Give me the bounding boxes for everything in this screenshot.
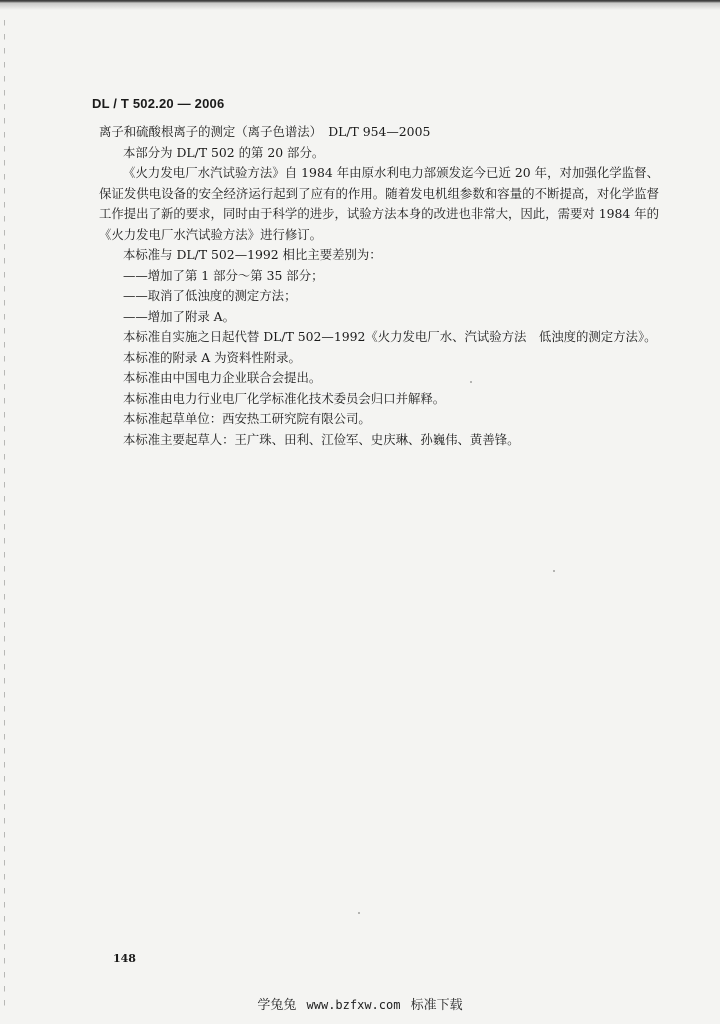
watermark-footer (0, 994, 720, 1013)
body-line-7: 本标准自实施之日起代替 DL/T 502—1992《火力发电厂水、汽试验方法 低浊度的测定方法》。 (123, 329, 657, 344)
body-line-6: ——增加了附录 A。 (123, 308, 236, 324)
body-line-0: 离子和硫酸根离子的测定（离子色谱法） DL/T 954—2005 (99, 124, 431, 139)
body-line-10: 本标准由电力行业电厂化学标准化技术委员会归口并解释。 (123, 390, 446, 406)
body-line-3: 本标准与 DL/T 502—1992 相比主要差别为： (123, 247, 382, 262)
body-line-8: 本标准的附录 A 为资料性附录。 (123, 349, 301, 365)
scan-speck (553, 570, 555, 572)
body-line-4: ——增加了第 1 部分～第 35 部分； (123, 267, 324, 283)
scan-speck (470, 381, 472, 383)
footer-site-name: 学兔兔 (257, 998, 297, 1013)
footer-tagline: 标准下载 (410, 998, 463, 1013)
body-line-12: 本标准主要起草人：王广珠、田利、江俭军、史庆琳、孙巍伟、黄善锋。 (123, 431, 520, 447)
body-line-2: 《火力发电厂水汽试验方法》自 1984 年由原水利电力部颁发迄今已近 20 年，对加强化学监督、保证发供电设备的安全经济运行起到了应有的作用。随着发电机组参数和容量的不断提高，对化学监督工作提出了新的要求，同时由于科学的进步，试验方法本身的改进也非常大，因此，需要对 1984 年的《火力发电厂水汽试验方法》进行修订。 (99, 165, 659, 242)
page-number: 148 (113, 952, 136, 965)
document-code: DL / T 502.20 — 2006 (92, 96, 225, 111)
body-line-9: 本标准由中国电力企业联合会提出。 (123, 370, 322, 385)
scan-edge-line (0, 0, 720, 6)
scan-binding-marks (4, 20, 5, 1010)
scan-speck (358, 912, 360, 914)
footer-url[interactable]: www.bzfxw.com (306, 998, 401, 1012)
body-line-1: 本部分为 DL/T 502 的第 20 部分。 (123, 144, 325, 160)
document-body (99, 122, 659, 450)
body-line-11: 本标准起草单位：西安热工研究院有限公司。 (123, 411, 371, 426)
body-line-5: ——取消了低浊度的测定方法； (123, 288, 297, 303)
